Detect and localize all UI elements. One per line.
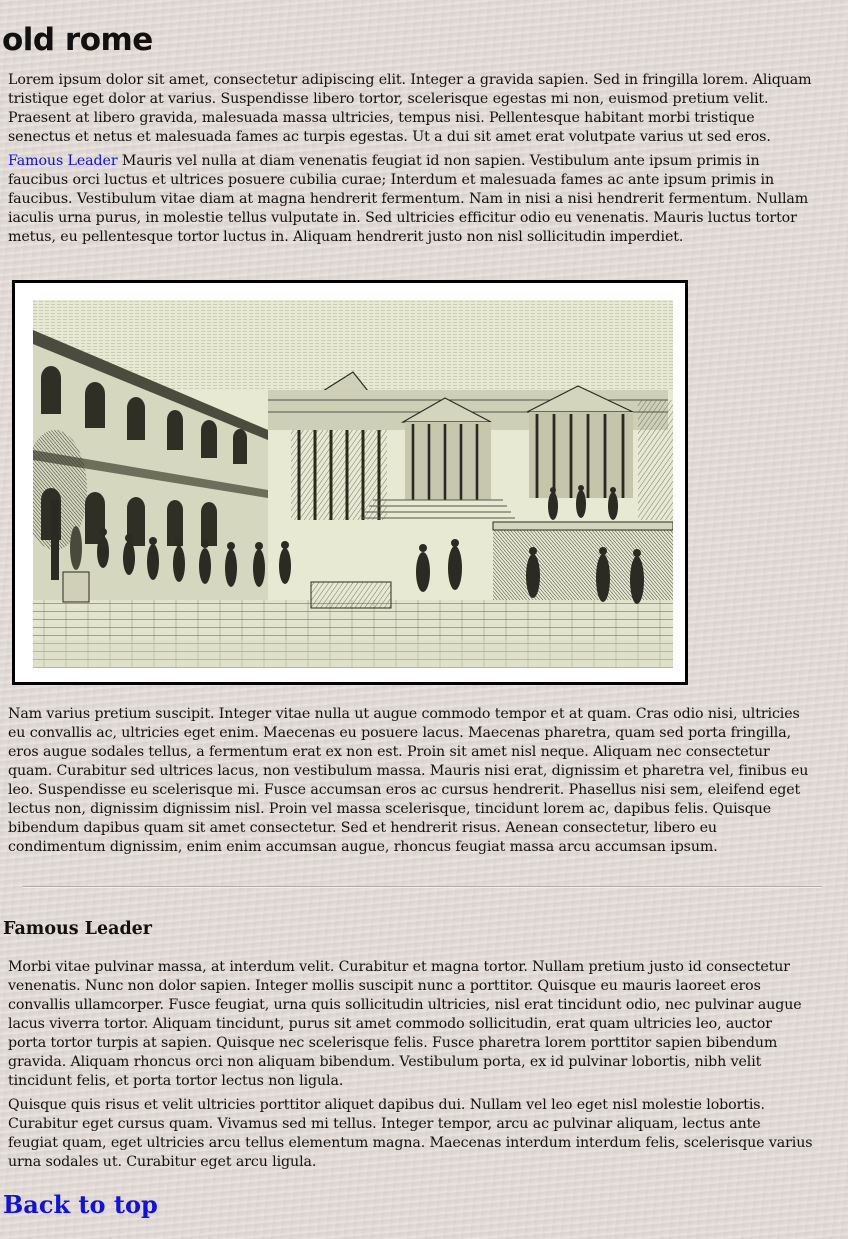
leader-intro-paragraph [8,152,814,247]
leader-intro-text: Mauris vel nulla at diam venenatis feugiat id non sapien. Vestibulum ante ipsum primis in faucibus orci luctus et ultrices posuere cubilia curae; Interdum et malesuada fames ac ante ipsum primis in faucibus. Vestibulum vitae diam at magna hendrerit fermentum. Nam in nisi a nisi hendrerit fermentum. Nullam iaculis urna purus, in molestie tellus vulputate in. Sed ultricies efficitur odio eu venenatis. Mauris luctus tortor metus, eu pellentesque tortor luctus in. Aliquam hendrerit justo non nisl sollicitudin imperdiet. [8,153,809,245]
famous-leader-heading: Famous Leader [3,919,153,939]
horizontal-divider [23,886,822,888]
leader-paragraph-2: Quisque quis risus et velit ultricies porttitor aliquet dapibus dui. Nullam vel leo eget nisl molestie lobortis. Curabitur eget cursus quam. Vivamus sed mi tellus. Integer tempor, arcu ac pulvinar aliquam, lectus ante feugiat quam, eget ultricies arcu tellus elementum magna. Maecenas interdum interdum felis, scelerisque varius urna sodales ut. Curabitur eget arcu ligula. [8,1097,813,1170]
body-paragraph: Nam varius pretium suscipit. Integer vitae nulla ut augue commodo tempor et at quam. Cras odio nisi, ultricies eu convallis ac, ultricies eget enim. Maecenas eu posuere lacus. Maecenas pharetra, quam sed porta fringilla, eros augue sodales tellus, a fermentum erat ex non est. Proin sit amet nisl neque. Aliquam nec consectetur quam. Curabitur sed ultrices lacus, non vestibulum massa. Mauris nisi erat, dignissim et pharetra vel, finibus eu leo. Suspendisse eu scelerisque mi. Fusce accumsan eros ac cursus hendrerit. Phasellus nisi sem, eleifend eget lectus non, dignissim dignissim nisl. Proin vel massa scelerisque, tincidunt lorem ac, dapibus felis. Quisque bibendum dapibus quam sit amet consectetur. Sed et hendrerit risus. Aenean consectetur, libero eu condimentum dignissim, enim enim accumsan augue, rhoncus feugiat massa arcu accumsan ipsum. [8,706,809,855]
back-to-top-link[interactable]: Back to top [3,1190,158,1219]
leader-paragraph-1: Morbi vitae pulvinar massa, at interdum velit. Curabitur et magna tortor. Nullam pretium justo id consectetur venenatis. Nunc non dolor sapien. Integer mollis suscipit nunc a porttitor. Quisque eu mauris laoreet eros convallis ullamcorper. Fusce feugiat, urna quis sollicitudin ultricies, nisl erat tincidunt odio, nec pulvinar augue lacus viverra tortor. Aliquam tincidunt, purus sit amet commodo sollicitudin, erat quam ultricies leo, auctor porta tortor turpis at sapien. Quisque nec scelerisque felis. Fusce pharetra lorem porttitor sapien bibendum gravida. Aliquam rhoncus orci non aliquam bibendum. Vestibulum porta, ex id pulvinar lobortis, nibh velit tincidunt felis, et porta tortor lectus non ligula. [8,959,802,1089]
image-mat [14,282,686,683]
roman-forum-engraving [33,300,673,668]
intro-paragraph: Lorem ipsum dolor sit amet, consectetur adipiscing elit. Integer a gravida sapien. Sed in fringilla lorem. Aliquam tristique eget dolor at varius. Suspendisse libero tortor, scelerisque egestas mi non, euismod pretium velit. Praesent at libero gravida, malesuada massa ultricies, tempus nisi. Pellentesque habitant morbi tristique senectus et netus et malesuada fames ac turpis egestas. Ut a dui sit amet erat volutpate varius ut sed eros. [8,72,812,145]
image-frame [12,280,688,685]
famous-leader-link[interactable]: Famous Leader [8,153,118,169]
page-title: old rome [2,22,153,58]
